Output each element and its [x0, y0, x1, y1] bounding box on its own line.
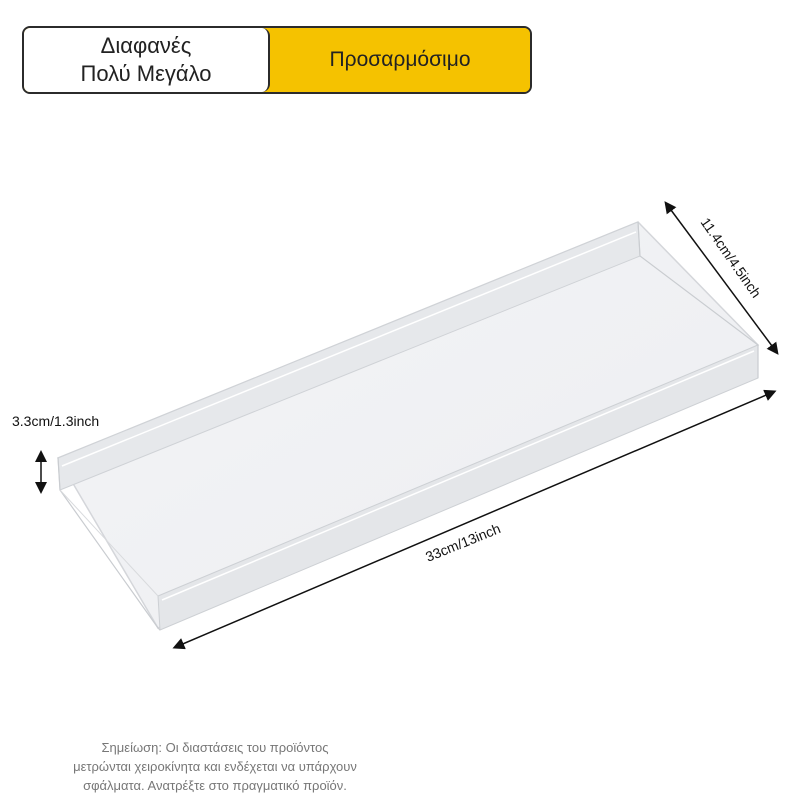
length-label: 33cm/13inch [423, 520, 503, 565]
note-line: μετρώνται χειροκίνητα και ενδέχεται να υπάρχουν [73, 759, 357, 774]
height-label: 3.3cm/1.3inch [12, 413, 100, 429]
width-label: 11.4cm/4.5inch [697, 214, 765, 301]
variant-option-clear-xl[interactable]: Διαφανές Πολύ Μεγάλο [24, 28, 270, 92]
variant-option-customizable[interactable]: Προσαρμόσιμο [270, 28, 530, 92]
measurement-note [20, 738, 410, 795]
note-line: σφάλματα. Ανατρέξτε στο πραγματικό προϊόν. [83, 778, 347, 793]
note-line: Σημείωση: Οι διαστάσεις του προϊόντος [101, 740, 329, 755]
